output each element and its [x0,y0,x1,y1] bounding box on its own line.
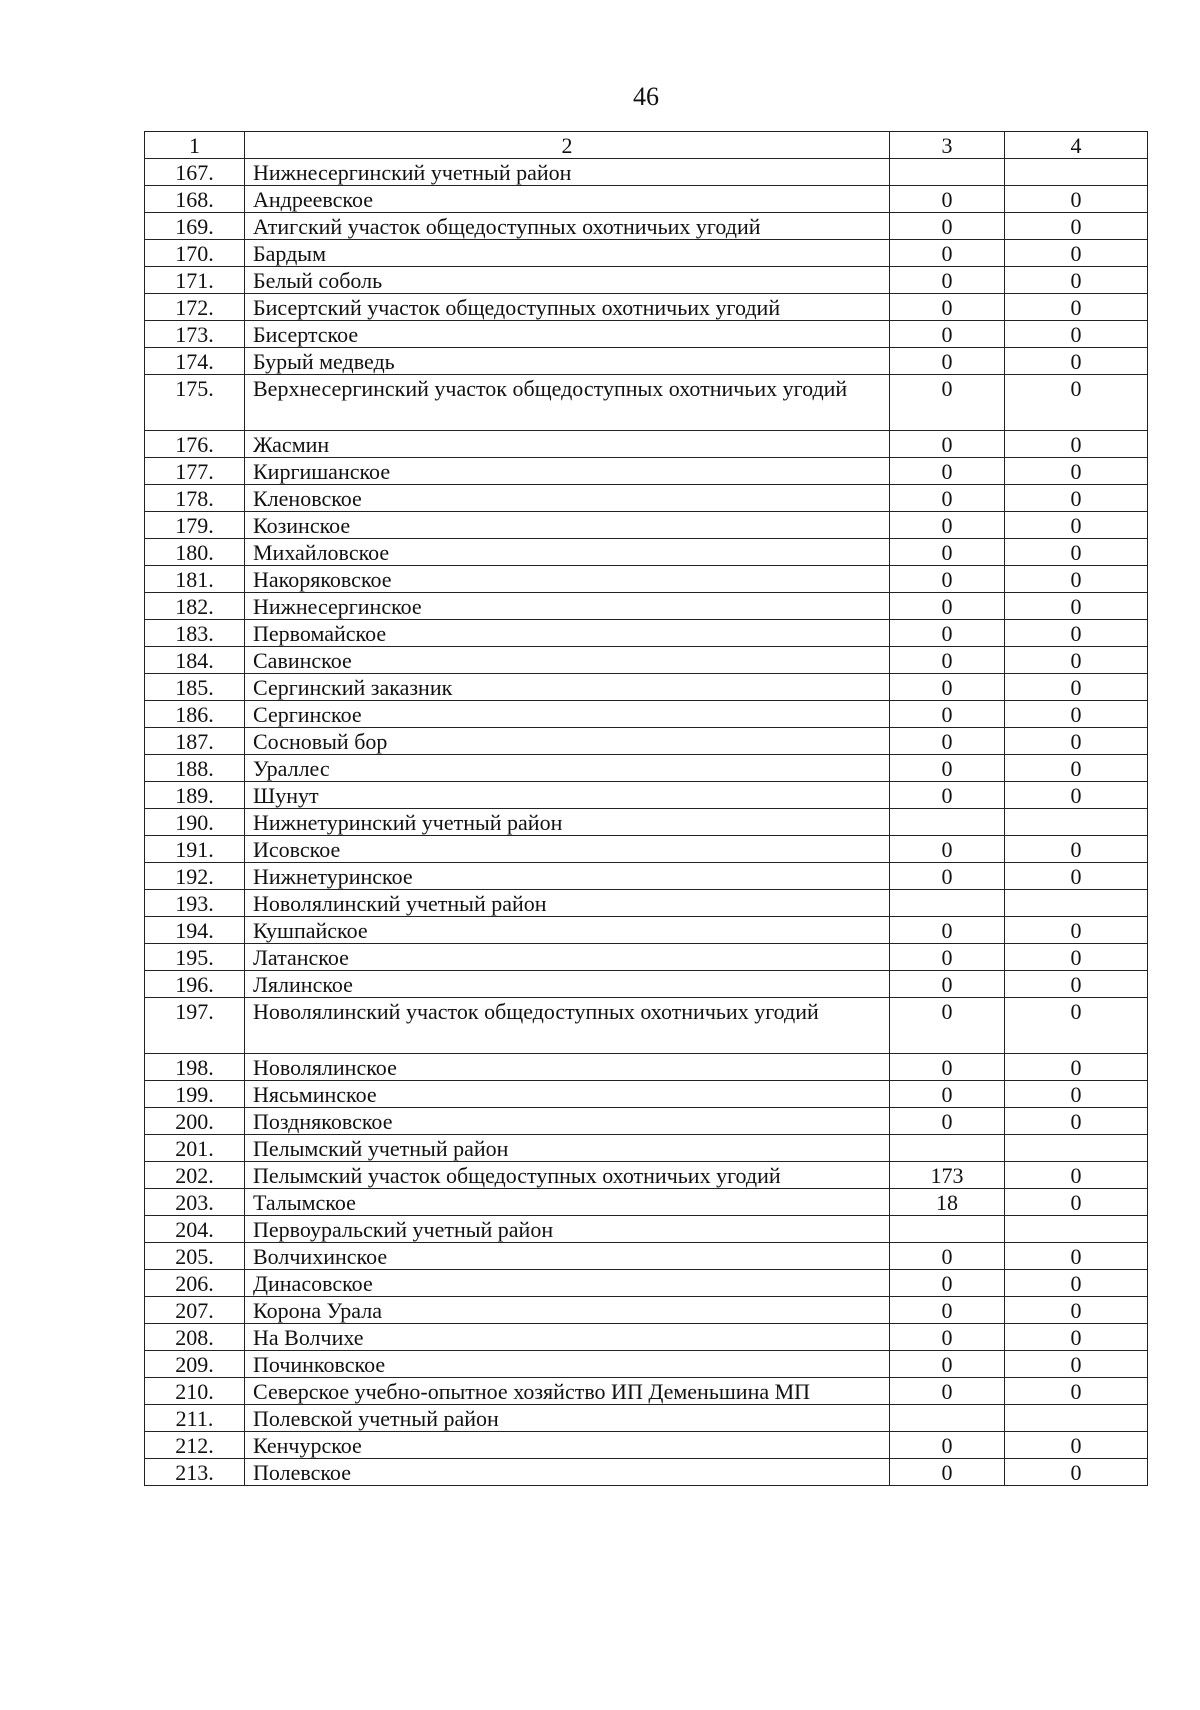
row-col3: 0 [890,836,1005,863]
table-row [145,1459,1148,1486]
row-col3: 0 [890,485,1005,512]
header-row [145,132,1148,159]
row-col3: 0 [890,971,1005,998]
row-col4: 0 [1005,1081,1148,1108]
page-number: 46 [633,82,659,111]
row-number: 178. [145,485,245,512]
row-col3: 0 [890,348,1005,375]
table-row [145,1324,1148,1351]
row-name: Динасовское [245,1270,890,1297]
row-number: 187. [145,728,245,755]
row-col3: 0 [890,213,1005,240]
row-col3: 0 [890,240,1005,267]
row-col4: 0 [1005,1324,1148,1351]
row-number: 196. [145,971,245,998]
row-number: 191. [145,836,245,863]
row-number: 181. [145,566,245,593]
row-col4: 0 [1005,620,1148,647]
row-col4 [1005,1216,1148,1243]
table-row [145,1081,1148,1108]
row-col4: 0 [1005,1432,1148,1459]
row-name: Нижнетуринское [245,863,890,890]
row-col4: 0 [1005,431,1148,458]
row-col4: 0 [1005,186,1148,213]
row-col4: 0 [1005,458,1148,485]
row-number: 194. [145,917,245,944]
table-row [145,647,1148,674]
row-col4: 0 [1005,782,1148,809]
row-col3: 0 [890,1459,1005,1486]
table-row [145,971,1148,998]
table-row [145,782,1148,809]
row-name: Сергинский заказник [245,674,890,701]
row-number: 171. [145,267,245,294]
row-number: 174. [145,348,245,375]
row-col4: 0 [1005,593,1148,620]
row-name: Корона Урала [245,1297,890,1324]
row-name: Новолялинский учетный район [245,890,890,917]
row-name: Бисертское [245,321,890,348]
row-col3 [890,1216,1005,1243]
row-col4: 0 [1005,1351,1148,1378]
row-number: 197. [145,998,245,1054]
row-col3: 0 [890,944,1005,971]
row-number: 179. [145,512,245,539]
row-number: 192. [145,863,245,890]
row-col4: 0 [1005,701,1148,728]
row-number: 173. [145,321,245,348]
row-col3: 18 [890,1189,1005,1216]
table-row [145,863,1148,890]
row-name: Киргишанское [245,458,890,485]
row-name: Кленовское [245,485,890,512]
row-col4: 0 [1005,1459,1148,1486]
row-col3: 0 [890,1108,1005,1135]
table-row [145,836,1148,863]
row-number: 190. [145,809,245,836]
row-col3: 0 [890,458,1005,485]
row-col4: 0 [1005,375,1148,431]
table-row [145,1297,1148,1324]
table-row [145,213,1148,240]
row-col3: 0 [890,1378,1005,1405]
row-number: 195. [145,944,245,971]
row-col4: 0 [1005,755,1148,782]
table-row [145,1243,1148,1270]
row-col4: 0 [1005,512,1148,539]
row-name: Талымское [245,1189,890,1216]
row-col3: 0 [890,539,1005,566]
row-name: Бисертский участок общедоступных охотничьих угодий [245,294,890,321]
table-row [145,1378,1148,1405]
table-row [145,431,1148,458]
row-number: 202. [145,1162,245,1189]
row-number: 198. [145,1054,245,1081]
row-number: 201. [145,1135,245,1162]
table-row [145,1216,1148,1243]
table-row [145,267,1148,294]
row-col3: 0 [890,701,1005,728]
row-col3: 173 [890,1162,1005,1189]
row-number: 180. [145,539,245,566]
row-name: Сергинское [245,701,890,728]
row-col3: 0 [890,998,1005,1054]
row-number: 203. [145,1189,245,1216]
table-row [145,1405,1148,1432]
row-number: 182. [145,593,245,620]
row-col3: 0 [890,1081,1005,1108]
row-col4 [1005,159,1148,186]
table-row [145,593,1148,620]
row-name: Верхнесергинский участок общедоступных охотничьих угодий [245,375,890,431]
row-number: 209. [145,1351,245,1378]
row-number: 186. [145,701,245,728]
row-name: Кенчурское [245,1432,890,1459]
row-name: Первоуральский учетный район [245,1216,890,1243]
row-col4: 0 [1005,294,1148,321]
row-number: 208. [145,1324,245,1351]
row-col4 [1005,890,1148,917]
row-col3: 0 [890,1432,1005,1459]
row-col3 [890,890,1005,917]
table-row [145,240,1148,267]
row-number: 172. [145,294,245,321]
table-row [145,294,1148,321]
row-col3: 0 [890,321,1005,348]
row-number: 199. [145,1081,245,1108]
row-col4: 0 [1005,647,1148,674]
table-row [145,755,1148,782]
row-col4: 0 [1005,1162,1148,1189]
row-col4: 0 [1005,1243,1148,1270]
row-col3: 0 [890,647,1005,674]
row-number: 170. [145,240,245,267]
row-col4: 0 [1005,1378,1148,1405]
row-name: Новолялинское [245,1054,890,1081]
table-row [145,458,1148,485]
row-col4: 0 [1005,566,1148,593]
row-col4: 0 [1005,213,1148,240]
row-name: Нижнесергинский учетный район [245,159,890,186]
row-col3 [890,1135,1005,1162]
column-header: 3 [890,132,1005,159]
row-number: 200. [145,1108,245,1135]
row-number: 167. [145,159,245,186]
row-name: Латанское [245,944,890,971]
row-number: 207. [145,1297,245,1324]
row-name: Кушпайское [245,917,890,944]
row-col3: 0 [890,294,1005,321]
row-name: Пелымский учетный район [245,1135,890,1162]
row-col3: 0 [890,755,1005,782]
row-col4: 0 [1005,539,1148,566]
row-number: 185. [145,674,245,701]
table-row [145,1108,1148,1135]
table-row [145,1270,1148,1297]
row-number: 183. [145,620,245,647]
row-number: 177. [145,458,245,485]
row-name: Нясьминское [245,1081,890,1108]
row-number: 205. [145,1243,245,1270]
row-col3: 0 [890,620,1005,647]
table-row [145,1054,1148,1081]
row-col4: 0 [1005,485,1148,512]
row-col4: 0 [1005,998,1148,1054]
row-col4: 0 [1005,944,1148,971]
row-name: Нижнетуринский учетный район [245,809,890,836]
row-col4: 0 [1005,1270,1148,1297]
row-col4: 0 [1005,917,1148,944]
row-number: 212. [145,1432,245,1459]
row-name: Накоряковское [245,566,890,593]
row-col4: 0 [1005,728,1148,755]
row-col4: 0 [1005,836,1148,863]
table-row [145,186,1148,213]
table-row [145,375,1148,431]
row-col3: 0 [890,782,1005,809]
table-row [145,728,1148,755]
row-col3: 0 [890,1297,1005,1324]
row-col4: 0 [1005,321,1148,348]
table-row [145,1189,1148,1216]
row-name: Полевской учетный район [245,1405,890,1432]
row-col4: 0 [1005,1054,1148,1081]
table-row [145,1432,1148,1459]
row-name: Сосновый бор [245,728,890,755]
table-row [145,809,1148,836]
row-col4: 0 [1005,267,1148,294]
row-col3: 0 [890,1054,1005,1081]
row-col3: 0 [890,917,1005,944]
row-col3: 0 [890,863,1005,890]
row-col4 [1005,1135,1148,1162]
row-name: Нижнесергинское [245,593,890,620]
row-col3: 0 [890,267,1005,294]
row-col4 [1005,809,1148,836]
row-col3: 0 [890,375,1005,431]
table-row [145,321,1148,348]
row-col3 [890,809,1005,836]
row-number: 193. [145,890,245,917]
row-col3: 0 [890,186,1005,213]
row-col4: 0 [1005,1108,1148,1135]
table-row [145,890,1148,917]
row-col4 [1005,1405,1148,1432]
row-col3: 0 [890,1270,1005,1297]
column-header: 4 [1005,132,1148,159]
table-row [145,701,1148,728]
row-col3: 0 [890,674,1005,701]
row-col4: 0 [1005,240,1148,267]
row-name: Волчихинское [245,1243,890,1270]
row-number: 184. [145,647,245,674]
row-name: Михайловское [245,539,890,566]
row-name: Шунут [245,782,890,809]
table-row [145,1351,1148,1378]
row-name: Пелымский участок общедоступных охотничьих угодий [245,1162,890,1189]
row-col3 [890,1405,1005,1432]
row-name: Бардым [245,240,890,267]
row-name: Починковское [245,1351,890,1378]
row-col3: 0 [890,1324,1005,1351]
row-col4: 0 [1005,971,1148,998]
table-row [145,512,1148,539]
row-number: 206. [145,1270,245,1297]
row-name: Полевское [245,1459,890,1486]
row-col4: 0 [1005,863,1148,890]
row-number: 176. [145,431,245,458]
row-name: Первомайское [245,620,890,647]
table-row [145,917,1148,944]
row-name: Лялинское [245,971,890,998]
table-row [145,620,1148,647]
table-row [145,998,1148,1054]
row-col3: 0 [890,431,1005,458]
row-col3: 0 [890,1351,1005,1378]
table-row [145,944,1148,971]
table-row [145,539,1148,566]
row-col4: 0 [1005,1297,1148,1324]
row-col4: 0 [1005,348,1148,375]
row-name: Козинское [245,512,890,539]
row-name: На Волчихе [245,1324,890,1351]
row-col3 [890,159,1005,186]
row-name: Атигский участок общедоступных охотничьих угодий [245,213,890,240]
table-row [145,674,1148,701]
table-row [145,159,1148,186]
row-name: Белый соболь [245,267,890,294]
table-row [145,566,1148,593]
row-number: 210. [145,1378,245,1405]
row-col3: 0 [890,512,1005,539]
row-number: 169. [145,213,245,240]
row-number: 168. [145,186,245,213]
row-name: Андреевское [245,186,890,213]
row-col4: 0 [1005,1189,1148,1216]
row-number: 175. [145,375,245,431]
row-col4: 0 [1005,674,1148,701]
table-row [145,1135,1148,1162]
row-col3: 0 [890,593,1005,620]
row-name: Бурый медведь [245,348,890,375]
row-number: 188. [145,755,245,782]
row-name: Савинское [245,647,890,674]
row-name: Жасмин [245,431,890,458]
table-row [145,348,1148,375]
row-col3: 0 [890,728,1005,755]
table-row [145,485,1148,512]
row-name: Поздняковское [245,1108,890,1135]
row-name: Ураллес [245,755,890,782]
row-name: Новолялинский участок общедоступных охотничьих угодий [245,998,890,1054]
column-header: 2 [245,132,890,159]
row-number: 213. [145,1459,245,1486]
row-name: Северское учебно-опытное хозяйство ИП Деменьшина МП [245,1378,890,1405]
row-number: 204. [145,1216,245,1243]
column-header: 1 [145,132,245,159]
data-table [144,131,1148,1486]
row-number: 211. [145,1405,245,1432]
table-row [145,1162,1148,1189]
row-col3: 0 [890,566,1005,593]
row-number: 189. [145,782,245,809]
row-name: Исовское [245,836,890,863]
row-col3: 0 [890,1243,1005,1270]
